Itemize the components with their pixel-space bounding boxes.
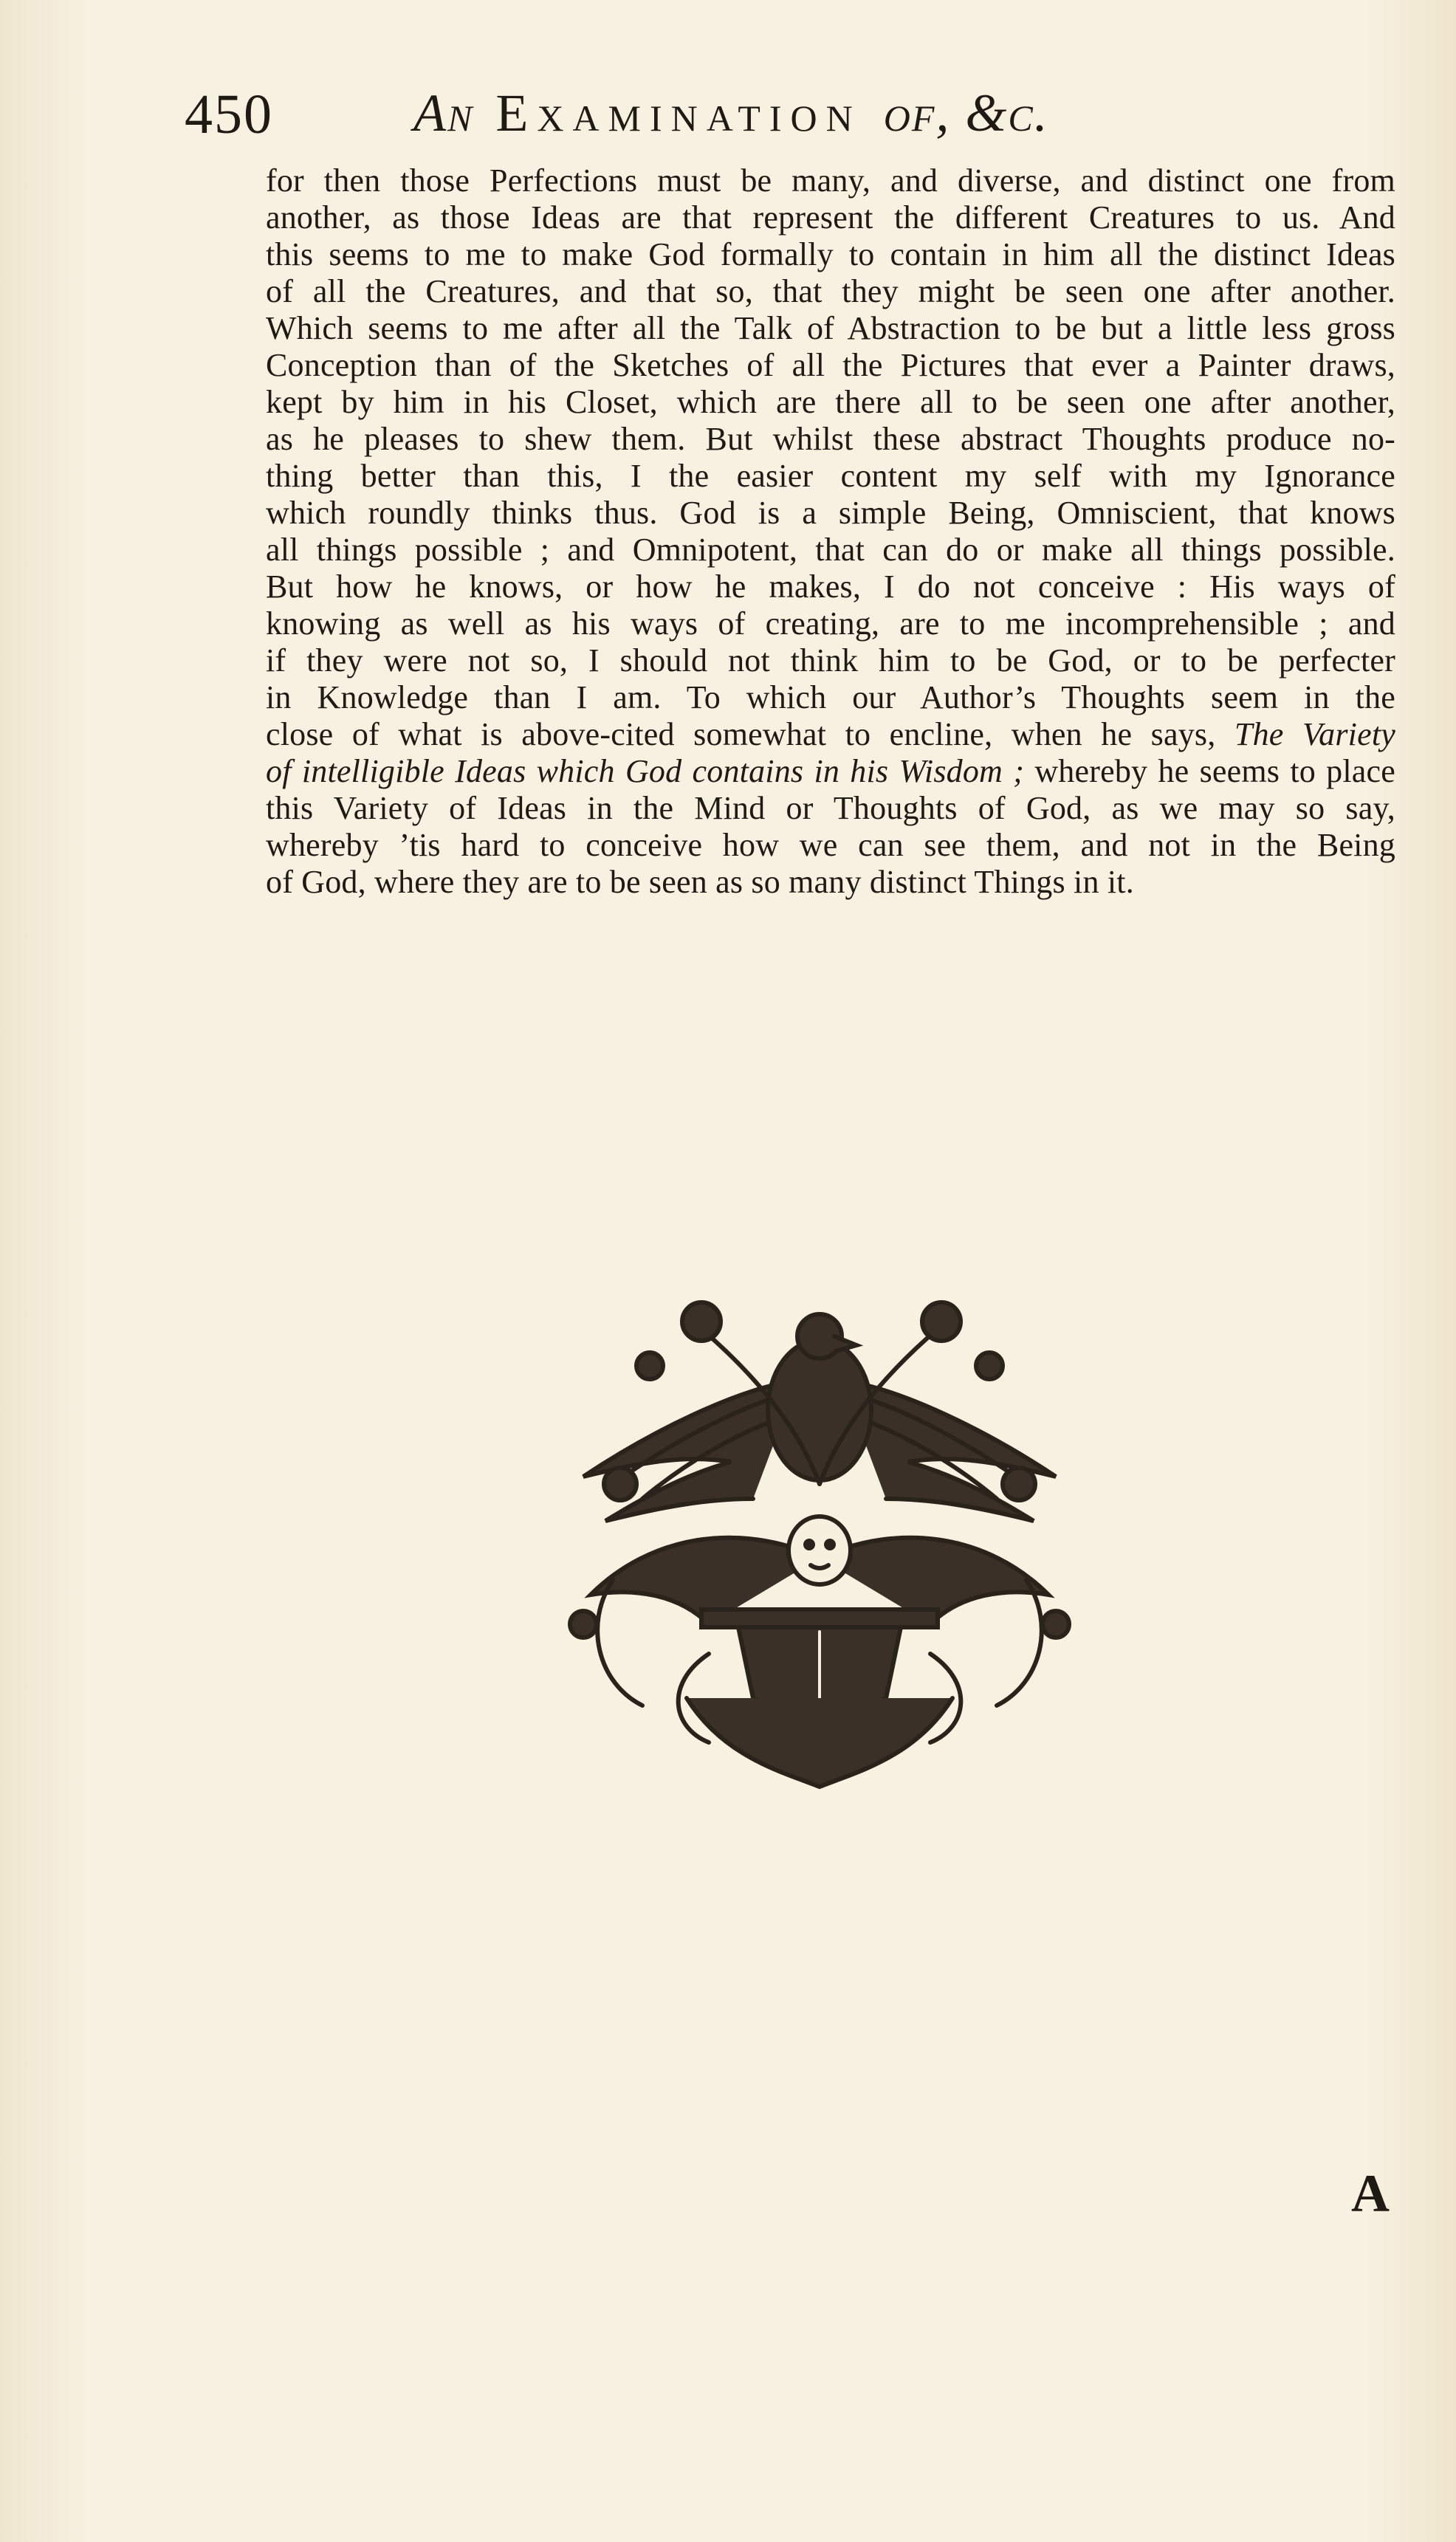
text-line: of all the Creatures, and that so, that they might be seen one after another. [266, 273, 1395, 309]
text-line-with-quote [266, 716, 1395, 753]
text-line: kept by him in his Closet, which are there all to be seen one after another, [266, 384, 1395, 420]
text-line: But how he knows, or how he makes, I do not conceive : His ways of [266, 568, 1395, 605]
italic-quote-start: The Variety [1234, 716, 1395, 752]
running-head-an: An [413, 83, 474, 142]
text-line-part: close of what is above-cited somewhat to encline, when he says, [266, 716, 1216, 752]
text-line: which roundly thinks thus. God is a simple Being, Omniscient, that knows [266, 495, 1395, 531]
text-line: of God, where they are to be seen as so many distinct Things in it. [266, 864, 1134, 900]
body-text [266, 162, 1395, 901]
running-head [413, 83, 1049, 144]
text-line: for then those Perfections must be many, and diverse, and distinct one from [266, 162, 1395, 199]
text-line: all things possible ; and Omnipotent, that can do or make all things possible. [266, 532, 1395, 568]
text-line: thing better than this, I the easier content my self with my Ignorance [266, 458, 1395, 494]
text-line: as he pleases to shew them. But whilst these abstract Thoughts produce no- [266, 421, 1395, 457]
catchword: A [1351, 2164, 1390, 2223]
text-line: in Knowledge than I am. To which our Author’s Thoughts seem in the [266, 679, 1395, 715]
text-line: this Variety of Ideas in the Mind or Thoughts of God, as we may so say, [266, 790, 1395, 826]
text-line: Conception than of the Sketches of all the Pictures that ever a Painter draws, [266, 347, 1395, 383]
page-number: 450 [185, 83, 273, 145]
running-head-title: Examination [495, 83, 862, 142]
text-line-part: whereby he seems to place [1034, 753, 1395, 789]
text-line: whereby ’tis hard to conceive how we can see them, and not in the Being [266, 827, 1395, 863]
text-line: knowing as well as his ways of creating, are to me incomprehensible ; and [266, 605, 1395, 642]
text-line-with-quote [266, 753, 1395, 790]
text-line: this seems to me to make God formally to contain in him all the distinct Ideas [266, 236, 1395, 272]
text-line: Which seems to me after all the Talk of Abstraction to be but a little less gross [266, 310, 1395, 346]
italic-quote-end: of intelligible Ideas which God contains in his Wisdom ; [266, 753, 1025, 789]
text-line: another, as those Ideas are that represent the different Creatures to us. And [266, 199, 1395, 236]
text-line: if they were not so, I should not think him to be God, or to be perfecter [266, 642, 1395, 679]
running-head-of: of, &c. [883, 83, 1049, 142]
page-header [170, 83, 1277, 149]
eagle-ornament-icon [517, 1240, 1122, 1816]
